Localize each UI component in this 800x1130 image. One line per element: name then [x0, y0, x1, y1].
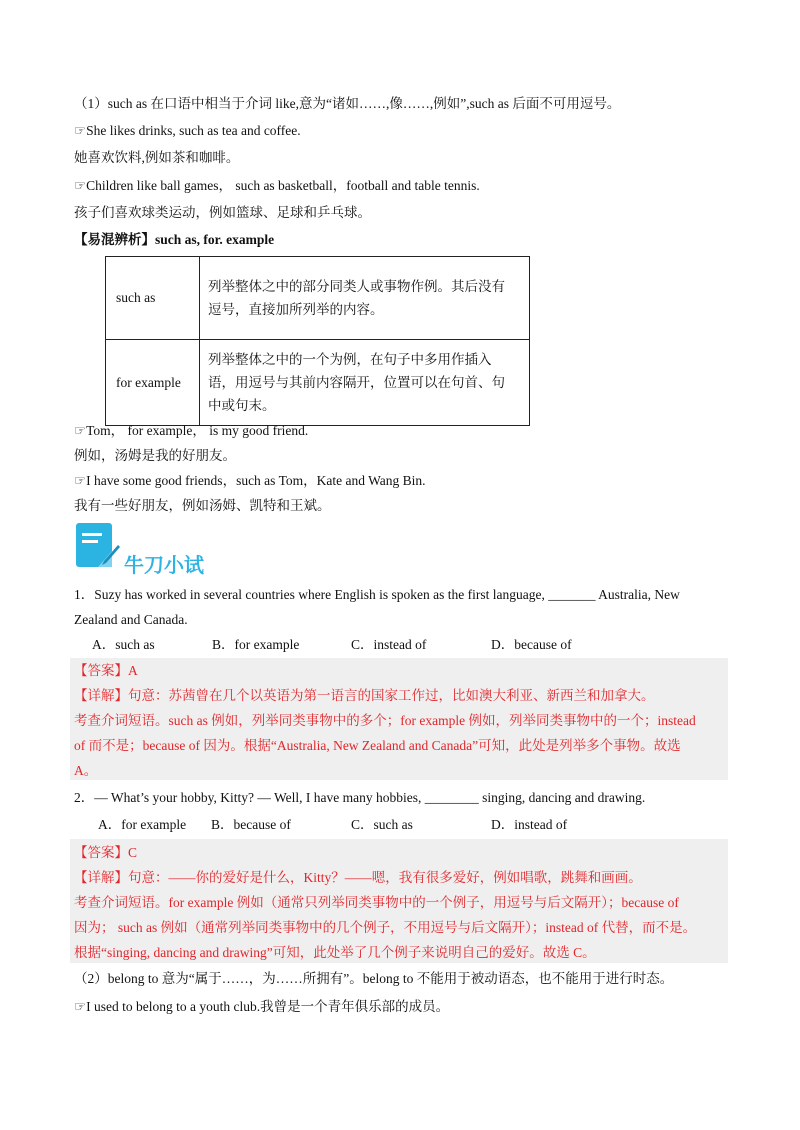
- detail-q1: A。: [74, 763, 98, 778]
- detail-q2: 【详解】句意：——你的爱好是什么，Kitty？——嗯，我有很多爱好，例如唱歌，跳舞和画画。: [74, 870, 642, 885]
- option-d: D．instead of: [491, 817, 568, 832]
- example-sentence-en: ☞I have some good friends，such as Tom，Kate and Wang Bin.: [74, 473, 426, 488]
- example-sentence-zh: 她喜欢饮料,例如茶和咖啡。: [74, 150, 240, 165]
- example-sentence-en: ☞She likes drinks, such as tea and coffee.: [74, 123, 301, 138]
- table-row: [106, 257, 530, 340]
- table-desc: [200, 257, 530, 340]
- example-sentence-zh: 我有一些好朋友，例如汤姆、凯特和王斌。: [74, 498, 331, 513]
- option-d: D．because of: [491, 637, 572, 652]
- example-sentence-zh: 孩子们喜欢球类运动，例如篮球、足球和乒乓球。: [74, 205, 371, 220]
- table-desc-line: 逗号，直接加所列举的内容。: [208, 302, 384, 317]
- option-a: A．for example: [98, 817, 187, 832]
- option-c: C．such as: [351, 817, 413, 832]
- table-desc-line: 列举整体之中的部分同类人或事物作例。其后没有: [208, 279, 505, 294]
- option-b: B．for example: [212, 637, 300, 652]
- detail-q1: 考查介词短语。such as 例如，列举同类事物中的多个；for example 例如，列举同类事物中的一个；instead: [74, 713, 696, 728]
- table-desc: [200, 340, 530, 426]
- practice-heading: 牛刀小试: [124, 553, 204, 577]
- comparison-table: [105, 256, 530, 426]
- table-row: [106, 340, 530, 426]
- example-sentence-en: ☞I used to belong to a youth club.我曾是一个青年俱乐部的成员。: [74, 999, 450, 1014]
- confusion-title: 【易混辨析】such as, for. example: [74, 232, 275, 247]
- table-desc-line: 语，用逗号与其前内容隔开，位置可以在句首、句: [208, 375, 505, 390]
- answer-q2: 【答案】C: [74, 845, 138, 860]
- example-sentence-zh: 例如，汤姆是我的好朋友。: [74, 448, 236, 463]
- option-b: B．because of: [211, 817, 291, 832]
- option-c: C．instead of: [351, 637, 427, 652]
- table-term: for example: [106, 340, 200, 426]
- example-sentence-en: ☞Children like ball games， such as basketball，football and table tennis.: [74, 178, 480, 193]
- detail-q2: 考查介词短语。for example 例如（通常只列举同类事物中的一个例子，用逗号与后文隔开）；because of: [74, 895, 679, 910]
- belong-to-intro: （2）belong to 意为“属于……，为……所拥有”。belong to 不能用于被动语态，也不能用于进行时态。: [74, 971, 674, 986]
- example-sentence-en: ☞Tom， for example， is my good friend.: [74, 423, 309, 438]
- table-desc-line: 列举整体之中的一个为例，在句子中多用作插入: [208, 352, 492, 367]
- question-2-text: 2．— What’s your hobby, Kitty? — Well, I have many hobbies, ________ singing, dancing and drawing.: [74, 790, 646, 805]
- notepad-pencil-icon: [74, 521, 120, 571]
- table-term: such as: [106, 257, 200, 340]
- option-a: A．such as: [92, 637, 155, 652]
- detail-q1: 【详解】句意：苏茜曾在几个以英语为第一语言的国家工作过，比如澳大利亚、新西兰和加拿大。: [74, 688, 655, 703]
- detail-q2: 因为； such as 例如（通常列举同类事物中的几个例子，不用逗号与后文隔开）；instead of 代替，而不是。: [74, 920, 697, 935]
- such-as-intro: （1）such as 在口语中相当于介词 like,意为“诸如……,像……,例如”,such as 后面不可用逗号。: [74, 96, 621, 111]
- table-desc-line: 中或句末。: [208, 398, 276, 413]
- detail-q1: of 而不是；because of 因为。根据“Australia, New Zealand and Canada”可知，此处是列举多个事物。故选: [74, 738, 681, 753]
- question-1-text: Zealand and Canada.: [74, 612, 188, 627]
- detail-q2: 根据“singing, dancing and drawing”可知，此处举了几个例子来说明自己的爱好。故选 C。: [74, 945, 596, 960]
- answer-q1: 【答案】A: [74, 663, 138, 678]
- question-1-text: 1．Suzy has worked in several countries where English is spoken as the first language, _______ Australia, New: [74, 587, 680, 602]
